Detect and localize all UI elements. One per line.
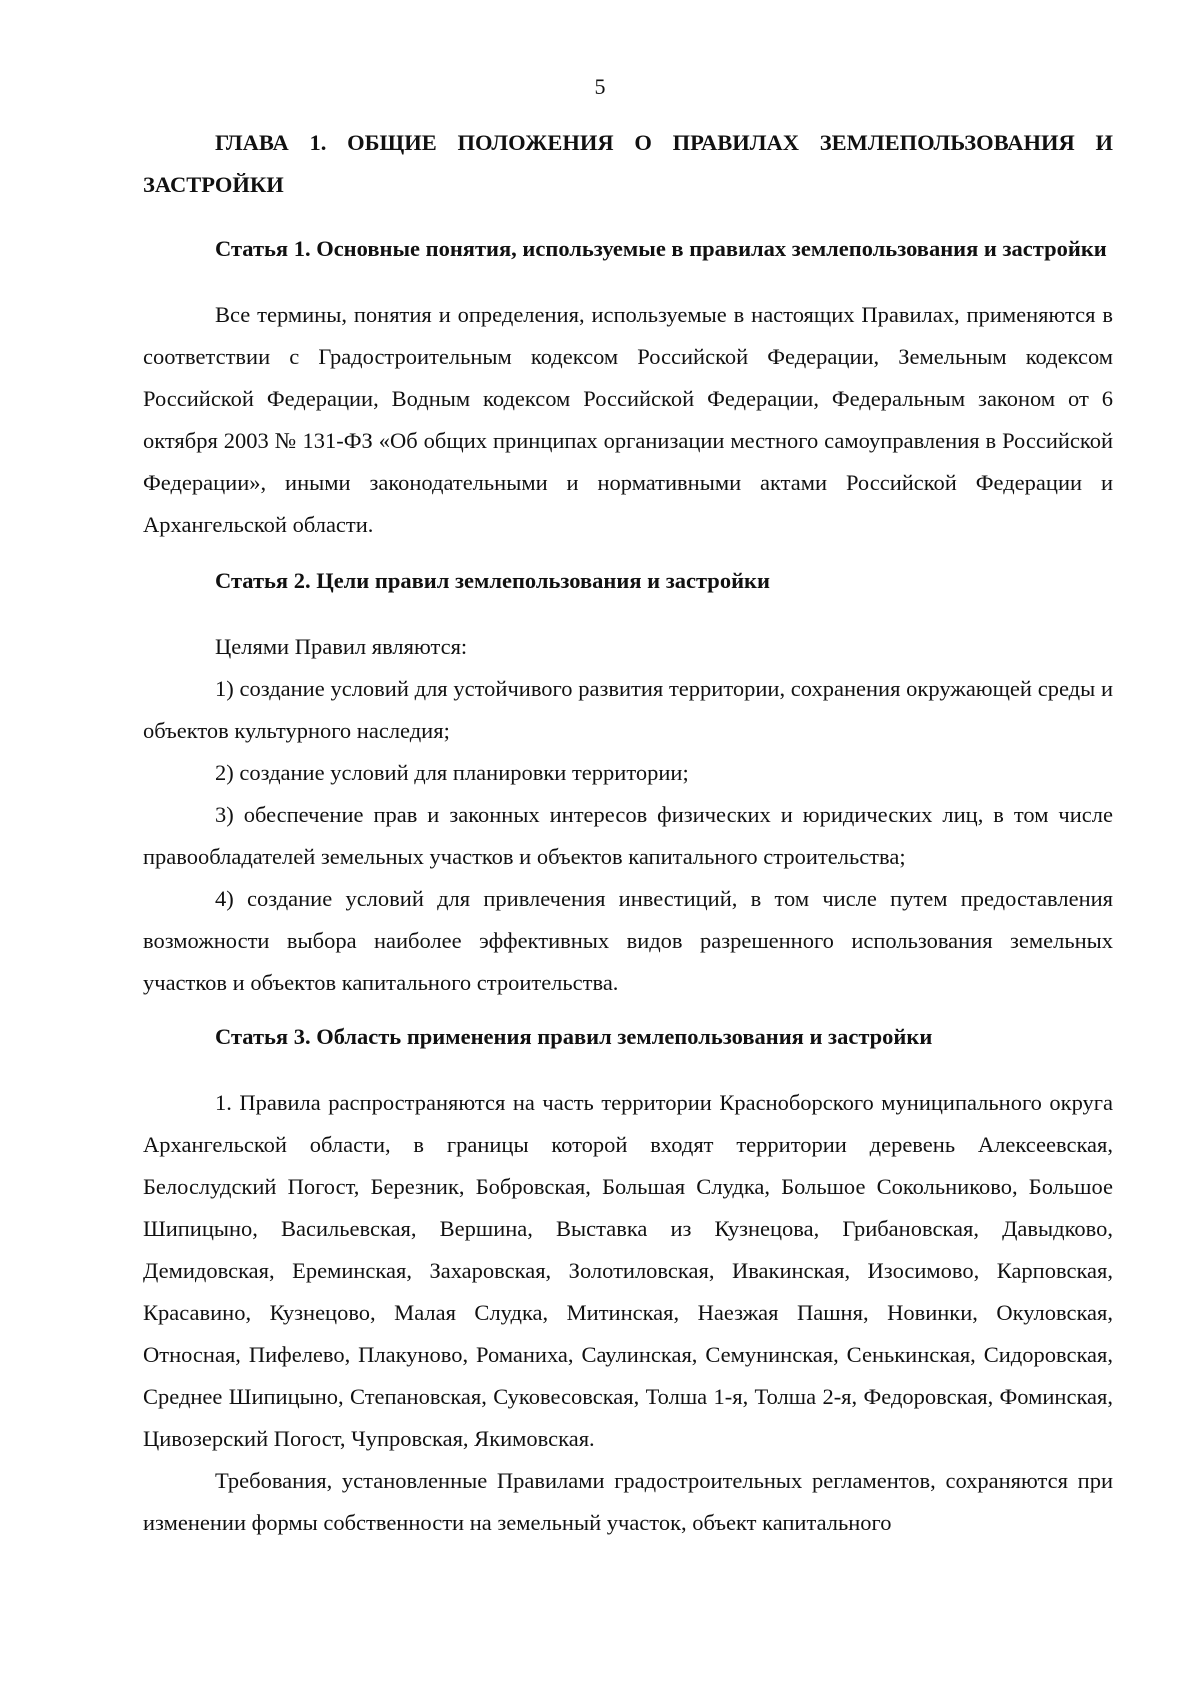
article-1-paragraph: Все термины, понятия и определения, используемые в настоящих Правилах, применяются в соответствии с Градостроительным кодексом Российской Федерации, Земельным кодексом Российской Федерации, Водным кодексом Российской Федерации, Федеральным законом от 6 октября 2003 № 131-ФЗ «Об общих принципах организации местного самоуправления в Российской Федерации», иными законодательными и нормативными актами Российской Федерации и Архангельской области.	[143, 302, 1113, 537]
article-3-title: Статья 3. Область применения правил землепользования и застройки	[215, 1024, 933, 1049]
document-body	[143, 122, 1113, 1544]
article-2-item: 1) создание условий для устойчивого развития территории, сохранения окружающей среды и объектов культурного наследия;	[143, 676, 1113, 743]
article-2-intro: Целями Правил являются:	[215, 634, 468, 659]
article-3-paragraph-2: Требования, установленные Правилами градостроительных регламентов, сохраняются при изменении формы собственности на земельный участок, объект капитального	[143, 1468, 1113, 1535]
page-number: 5	[594, 74, 606, 99]
article-2-item: 2) создание условий для планировки территории;	[215, 760, 689, 785]
article-3-paragraph-1: 1. Правила распространяются на часть территории Красноборского муниципального округа Архангельской области, в границы которой входят территории деревень Алексеевская, Белослудский Погост, Березник, Бобровская, Большая Слудка, Большое Сокольниково, Большое Шипицыно, Васильевская, Вершина, Выставка из Кузнецова, Грибановская, Давыдково, Демидовская, Ереминская, Захаровская, Золотиловская, Ивакинская, Изосимово, Карповская, Красавино, Кузнецово, Малая Слудка, Митинская, Наезжая Пашня, Новинки, Окуловская, Относная, Пифелево, Плакуново, Романиха, Саулинская, Семунинская, Сенькинская, Сидоровская, Среднее Шипицыно, Степановская, Суковесовская, Толша 1-я, Толша 2-я, Федоровская, Фоминская, Цивозерский Погост, Чупровская, Якимовская.	[143, 1090, 1113, 1451]
article-2-item: 4) создание условий для привлечения инвестиций, в том числе путем предоставления возможности выбора наиболее эффективных видов разрешенного использования земельных участков и объектов капитального строительства.	[143, 886, 1113, 995]
article-1-title: Статья 1. Основные понятия, используемые в правилах землепользования и застройки	[215, 236, 1107, 261]
article-2-title: Статья 2. Цели правил землепользования и застройки	[215, 568, 770, 593]
article-2-item: 3) обеспечение прав и законных интересов физических и юридических лиц, в том числе правообладателей земельных участков и объектов капитального строительства;	[143, 802, 1113, 869]
chapter-title: ГЛАВА 1. ОБЩИЕ ПОЛОЖЕНИЯ О ПРАВИЛАХ ЗЕМЛЕПОЛЬЗОВАНИЯ И ЗАСТРОЙКИ	[143, 130, 1113, 197]
